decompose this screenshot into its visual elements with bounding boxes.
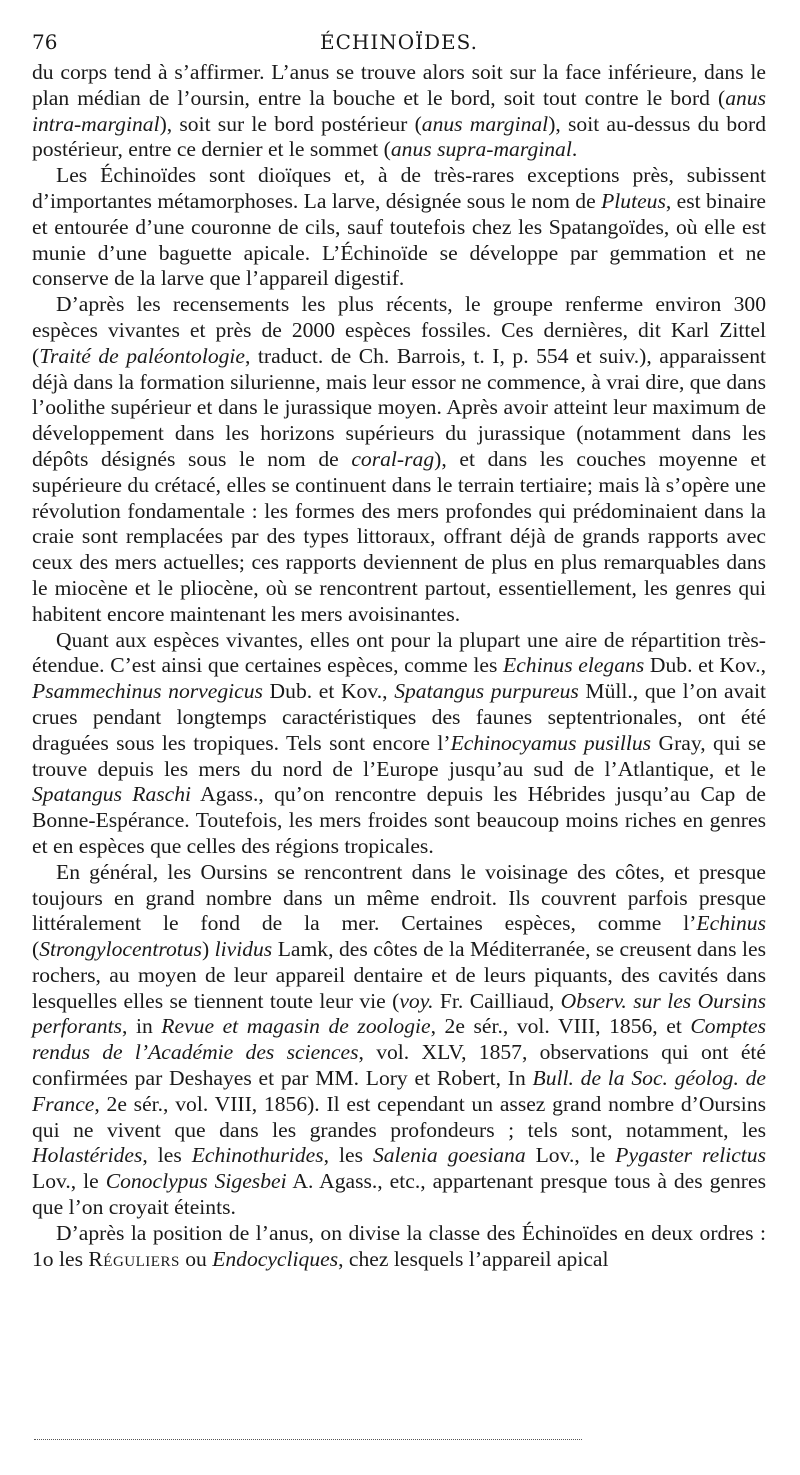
text-run: , 2e sér., vol. VIII, 1856, et	[430, 1014, 691, 1039]
paragraph-3	[32, 292, 766, 627]
italic-run: Revue et magasin de zoologie	[161, 1014, 431, 1039]
italic-run: lividus	[214, 937, 273, 962]
italic-run: Psammechinus norvegicus	[32, 679, 263, 704]
italic-run: Strongylocentrotus	[39, 937, 202, 962]
text-run: D’après les recensements les plus récents, le groupe renferme environ 300 espèces vivantes et près de 2000 espèces fossiles. Ces dernières, dit Karl Zittel (	[32, 292, 766, 368]
footer-dotted-rule	[34, 1439, 582, 1440]
text-run: , est binaire et entourée d’une couronne de cils, sauf toutefois chez les Spatangoïdes, où elle est munie d’une baguette apicale. L’Échinoïde se développe par gemmation et ne conserve de la larve que l’appareil digestif.	[32, 188, 767, 291]
italic-run: Conoclypus Sigesbei	[105, 1169, 287, 1194]
italic-run: Endocycliques	[212, 1246, 339, 1271]
italic-run: voy.	[399, 988, 434, 1013]
text-run: (	[32, 937, 40, 962]
text-run: , 2e sér., vol. VIII, 1856). Il est cependant un assez grand nombre d’Oursins qui ne vivent que dans les grandes profondeurs ; tels sont, notamment, les	[32, 1091, 766, 1142]
text-run: Dub. et Kov.,	[644, 653, 766, 678]
paragraph-6	[32, 1221, 766, 1273]
text-run: ), et dans les couches moyenne et supérieure du crétacé, elles se continuent dans le terrain tertiaire; mais là s’opère une révolution fondamentale : les formes des mers profondes qui prédominaient dans la craie sont remplacées par des types littoraux, offrant déjà de grands rapports avec ceux des mers actuelles; ces rapports deviennent de plus en plus remarquables dans le miocène et le pliocène, où se rencontrent partout, essentiellement, les genres qui habitent encore maintenant les mers avoisinantes.	[32, 446, 766, 626]
text-run: ), soit au-dessus du bord postérieur, entre ce dernier et le sommet (	[32, 111, 766, 162]
paragraph-4	[32, 628, 766, 860]
paragraph-2	[32, 163, 766, 292]
text-run: Agass., qu’on rencontre depuis les Hébrides jusqu’au Cap de Bonne-Espérance. Toutefois, les mers froides sont beaucoup moins riches en genres et en espèces que celles des régions tropicales.	[32, 782, 766, 858]
text-run: Lov., le	[32, 1169, 106, 1194]
italic-run: anus intra-marginal	[32, 85, 766, 136]
text-run: ), soit sur le bord postérieur (	[159, 111, 422, 136]
text-run: Lov., le	[525, 1143, 616, 1168]
running-head	[32, 30, 766, 58]
italic-run: Traité de paléontologie	[39, 343, 245, 368]
italic-run: Spatangus Raschi	[32, 782, 192, 807]
text-run: Les Échinoïdes sont dioïques et, à de très-rares exceptions près, subissent d’importantes métamorphoses. La larve, désignée sous le nom de	[32, 163, 766, 213]
italic-run: Echinocyamus pusillus	[450, 730, 652, 755]
text-run: , in	[121, 1014, 162, 1039]
text-run: , chez lesquels l’appareil apical	[338, 1246, 609, 1271]
paragraph-1	[32, 60, 766, 163]
text-run: , les	[142, 1143, 192, 1168]
text-run: Müll., que l’on avait crues pendant longtemps caractéristiques des faunes septentrionales, ont été draguées sous les tropiques. Tels sont encore l’	[32, 679, 767, 755]
text-run: .	[571, 137, 578, 162]
text-run: Dub. et Kov.,	[262, 679, 395, 704]
italic-run: Echinothurides	[191, 1143, 324, 1168]
small-caps-run: Réguliers	[88, 1246, 180, 1271]
text-run: Lamk, des côtes de la Méditerranée, se creusent dans les rochers, au moyen de leur appareil dentaire et de leurs piquants, des cavités dans lesquelles elles se tiennent toute leur vie (	[32, 937, 766, 1013]
italic-run: Echinus elegans	[503, 653, 645, 678]
italic-run: Pygaster relictus	[615, 1143, 766, 1168]
text-run: Gray, qui se trouve depuis les mers du nord de l’Europe jusqu’au sud de l’Atlantique, et le	[32, 730, 766, 781]
italic-run: anus supra-marginal	[390, 137, 572, 162]
text-run: Fr. Cailliaud,	[433, 988, 561, 1013]
text-run: du corps tend à s’affirmer. L’anus se trouve alors soit sur la face inférieure, dans le plan médian de l’oursin, entre la bouche et le bord, soit tout contre le bord (	[32, 60, 766, 110]
text-run: , les	[323, 1143, 373, 1168]
italic-run: Observ. sur les Oursins perforants	[32, 988, 766, 1039]
italic-run: anus marginal	[421, 111, 549, 136]
text-run: En général, les Oursins se rencontrent dans le voisinage des côtes, et presque toujours en grand nombre dans un même endroit. Ils couvrent parfois presque littéralement le fond de la mer. Certaines espèces, comme l’	[32, 859, 766, 936]
text-run: , vol. XLV, 1857, observations qui ont été confirmées par Deshayes et par MM. Lory et Robert, In	[32, 1040, 766, 1091]
italic-run: Salenia goesiana	[372, 1143, 526, 1168]
text-run: Quant aux espèces vivantes, elles ont pour la plupart une aire de répartition très-étendue. C’est ainsi que certaines espèces, comme les	[32, 627, 766, 678]
text-run: D’après la position de l’anus, on divise la classe des Échinoïdes en deux ordres : 1o les	[32, 1220, 766, 1271]
italic-run: Holastérides	[32, 1143, 143, 1168]
text-run: )	[201, 937, 215, 962]
italic-run: coral-rag	[351, 446, 435, 471]
italic-run: Spatangus purpureus	[394, 679, 579, 704]
text-run: A. Agass., etc., appartenant presque tous à des genres que l’on croyait éteints.	[32, 1169, 766, 1220]
paragraph-5	[32, 860, 766, 1221]
italic-run: Echinus	[696, 911, 766, 936]
body-text	[32, 60, 766, 1272]
italic-run: Bull. de la Soc. géolog. de France	[32, 1066, 766, 1116]
text-run: , traduct. de Ch. Barrois, t. I, p. 554 et suiv.), apparaissent déjà dans la formation silurienne, mais leur essor ne commence, à vrai dire, que dans l’oolithe supérieur et dans le jurassique moyen. Après avoir atteint leur maximum de développement dans les horizons supérieurs du jurassique (notamment dans les dépôts désignés sous le nom de	[32, 343, 766, 471]
italic-run: Pluteus	[601, 188, 666, 213]
page-number: 76	[32, 30, 58, 54]
italic-run: Comptes rendus de l’Académie des sciences	[32, 1014, 766, 1065]
running-title: ÉCHINOÏDES.	[319, 30, 479, 54]
text-run: ou	[179, 1246, 213, 1271]
